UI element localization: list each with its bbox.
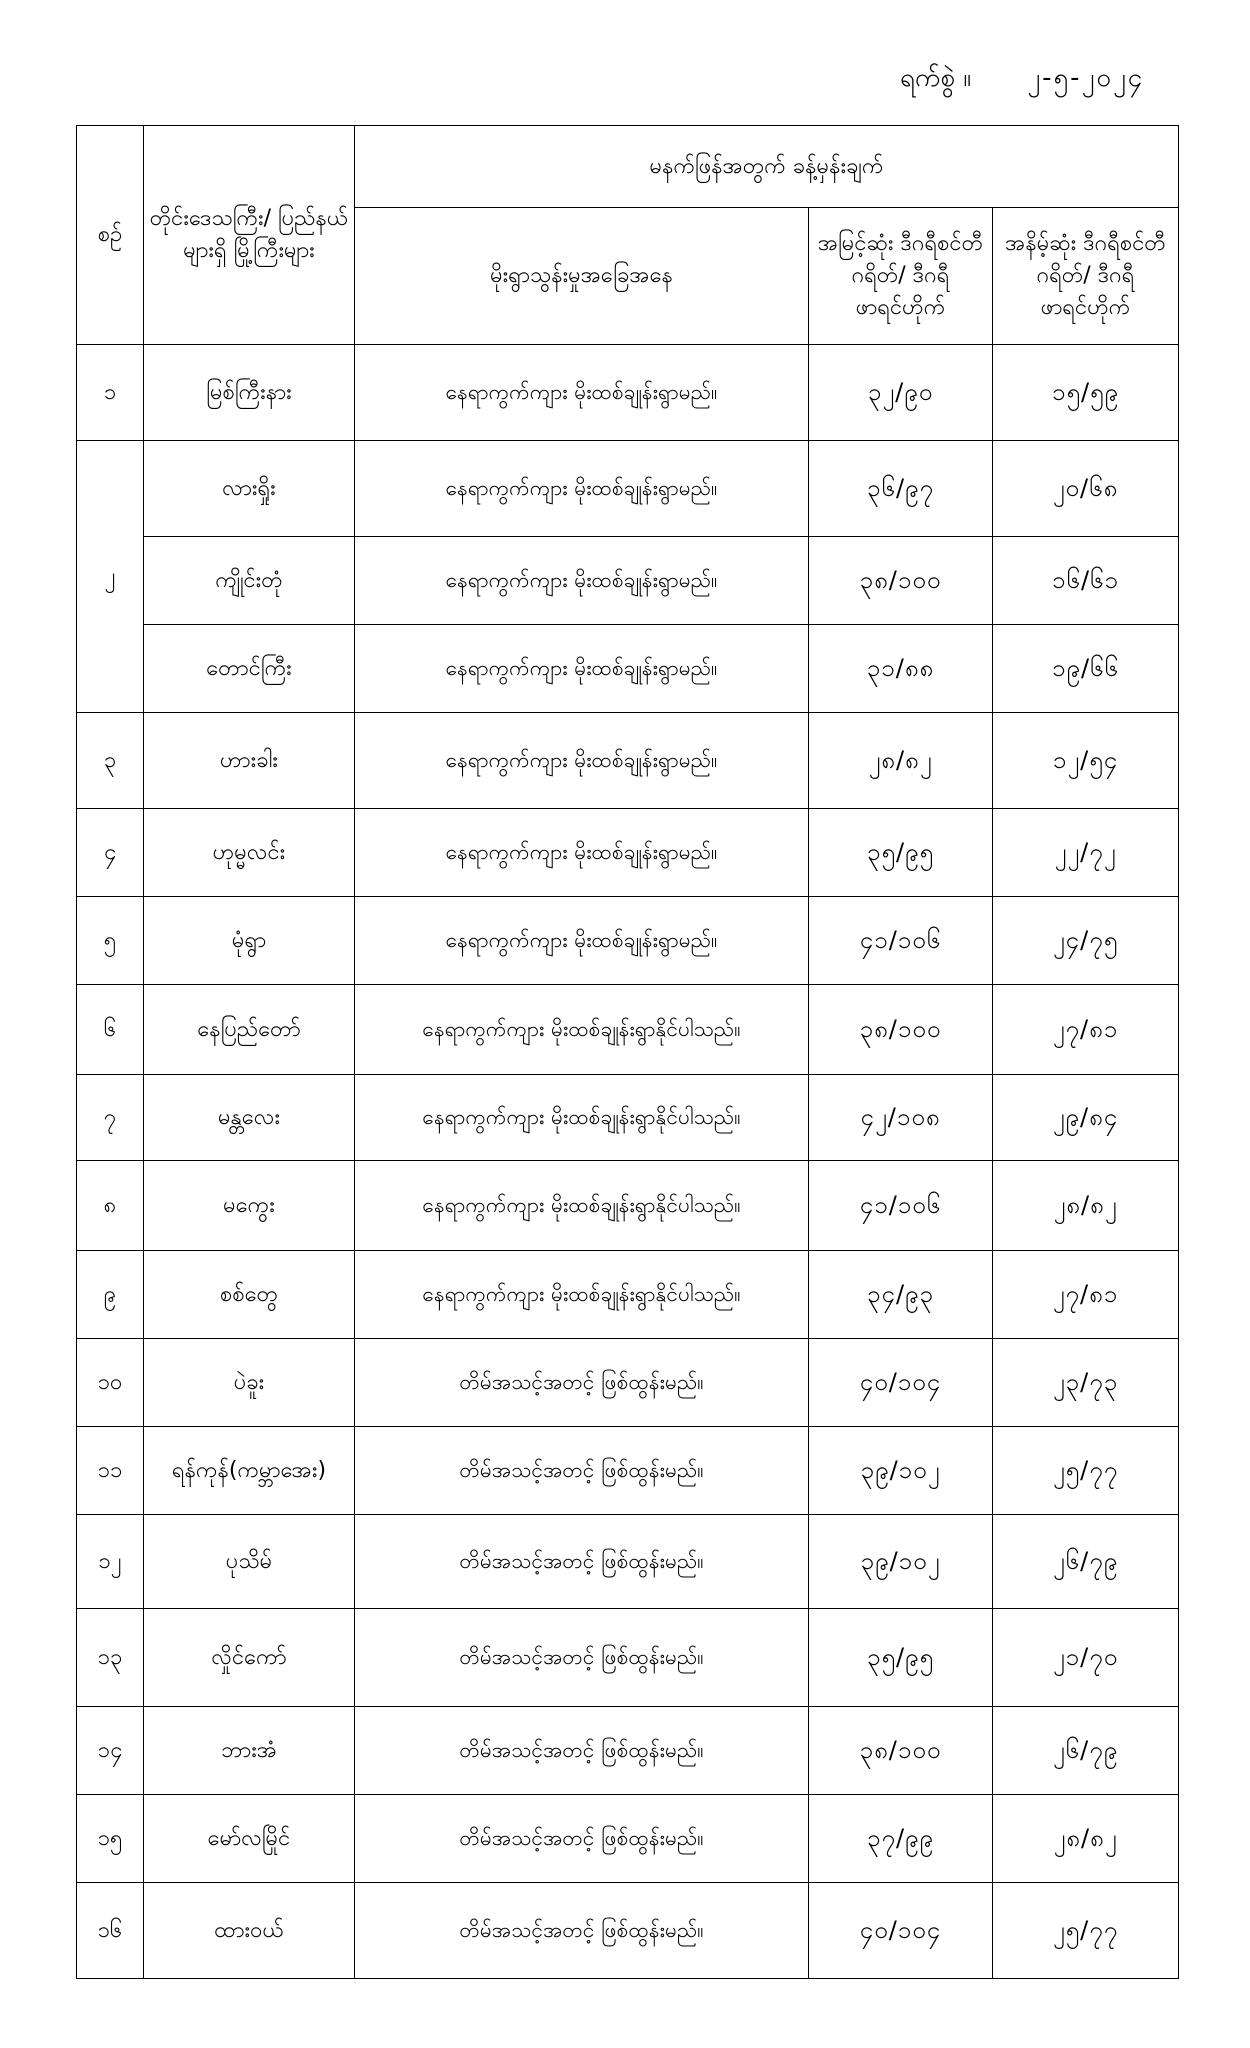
header-min-temp: အနိမ့်ဆုံး ဒီဂရီစင်တီဂရိတ်/ ဒီဂရီဖာရင်ဟိုက် bbox=[993, 208, 1179, 345]
row-condition: တိမ်အသင့်အတင့် ဖြစ်ထွန်းမည်။ bbox=[355, 1883, 809, 1979]
row-no: ၁ bbox=[77, 345, 144, 441]
header-serial-no: စဉ် bbox=[77, 126, 144, 345]
row-min-temp: ၁၉/၆၆ bbox=[993, 625, 1179, 713]
header-region: တိုင်းဒေသကြီး/ ပြည်နယ်များရှိ မြို့ကြီးများ bbox=[144, 126, 355, 345]
row-max-temp: ၄၀/၁၀၄ bbox=[809, 1339, 993, 1427]
row-condition: နေရာကွက်ကျား မိုးထစ်ချုန်းရွာမည်။ bbox=[355, 441, 809, 537]
row-max-temp: ၄၁/၁၀၆ bbox=[809, 1161, 993, 1251]
row-city: ပဲခူး bbox=[144, 1339, 355, 1427]
table-row bbox=[77, 713, 1179, 809]
table-row bbox=[77, 1339, 1179, 1427]
row-no: ၁၀ bbox=[77, 1339, 144, 1427]
row-min-temp: ၂၃/၇၃ bbox=[993, 1339, 1179, 1427]
row-city: ရန်ကုန်(ကမ္ဘာအေး) bbox=[144, 1427, 355, 1515]
row-condition: နေရာကွက်ကျား မိုးထစ်ချုန်းရွာမည်။ bbox=[355, 897, 809, 985]
row-no: ၁၄ bbox=[77, 1707, 144, 1795]
row-min-temp: ၂၈/၈၂ bbox=[993, 1795, 1179, 1883]
row-city: မြစ်ကြီးနား bbox=[144, 345, 355, 441]
row-no: ၈ bbox=[77, 1161, 144, 1251]
row-city: ဟုမ္မလင်း bbox=[144, 809, 355, 897]
row-city: လားရှိုး bbox=[144, 441, 355, 537]
row-no: ၆ bbox=[77, 985, 144, 1075]
table-row bbox=[77, 537, 1179, 625]
row-max-temp: ၃၈/၁၀၀ bbox=[809, 1707, 993, 1795]
row-condition: နေရာကွက်ကျား မိုးထစ်ချုန်းရွာမည်။ bbox=[355, 809, 809, 897]
row-city: ပုသိမ် bbox=[144, 1515, 355, 1609]
forecast-table bbox=[76, 125, 1179, 1979]
row-condition: တိမ်အသင့်အတင့် ဖြစ်ထွန်းမည်။ bbox=[355, 1515, 809, 1609]
table-row bbox=[77, 1883, 1179, 1979]
row-min-temp: ၂၂/၇၂ bbox=[993, 809, 1179, 897]
date-value: ၂-၅-၂၀၂၄ bbox=[1027, 63, 1145, 93]
table-row bbox=[77, 1251, 1179, 1339]
row-condition: တိမ်အသင့်အတင့် ဖြစ်ထွန်းမည်။ bbox=[355, 1339, 809, 1427]
table-row bbox=[77, 1427, 1179, 1515]
row-min-temp: ၁၆/၆၁ bbox=[993, 537, 1179, 625]
row-city: မုံရွာ bbox=[144, 897, 355, 985]
table-row bbox=[77, 1515, 1179, 1609]
row-max-temp: ၂၈/၈၂ bbox=[809, 713, 993, 809]
row-no: ၁၁ bbox=[77, 1427, 144, 1515]
table-row bbox=[77, 441, 1179, 537]
row-max-temp: ၃၅/၉၅ bbox=[809, 809, 993, 897]
table-row bbox=[77, 625, 1179, 713]
row-min-temp: ၂၅/၇၇ bbox=[993, 1883, 1179, 1979]
row-no: ၃ bbox=[77, 713, 144, 809]
row-max-temp: ၃၅/၉၅ bbox=[809, 1609, 993, 1707]
row-city: ဘားအံ bbox=[144, 1707, 355, 1795]
report-date bbox=[900, 60, 1160, 99]
row-max-temp: ၃၉/၁၀၂ bbox=[809, 1515, 993, 1609]
table-row bbox=[77, 985, 1179, 1075]
row-condition: နေရာကွက်ကျား မိုးထစ်ချုန်းရွာနိုင်ပါသည်။ bbox=[355, 1075, 809, 1161]
row-condition: နေရာကွက်ကျား မိုးထစ်ချုန်းရွာနိုင်ပါသည်။ bbox=[355, 985, 809, 1075]
table-row bbox=[77, 897, 1179, 985]
row-max-temp: ၄၁/၁၀၆ bbox=[809, 897, 993, 985]
row-max-temp: ၃၄/၉၃ bbox=[809, 1251, 993, 1339]
header-condition: မိုးရွာသွန်းမှုအခြေအနေ bbox=[355, 208, 809, 345]
row-condition: တိမ်အသင့်အတင့် ဖြစ်ထွန်းမည်။ bbox=[355, 1427, 809, 1515]
row-condition: နေရာကွက်ကျား မိုးထစ်ချုန်းရွာမည်။ bbox=[355, 713, 809, 809]
date-label: ရက်စွဲ ။ bbox=[900, 63, 972, 93]
row-min-temp: ၂၇/၈၁ bbox=[993, 985, 1179, 1075]
row-min-temp: ၂၁/၇၀ bbox=[993, 1609, 1179, 1707]
row-no: ၇ bbox=[77, 1075, 144, 1161]
row-min-temp: ၂၆/၇၉ bbox=[993, 1707, 1179, 1795]
row-min-temp: ၁၅/၅၉ bbox=[993, 345, 1179, 441]
table-row bbox=[77, 1795, 1179, 1883]
row-condition: နေရာကွက်ကျား မိုးထစ်ချုန်းရွာမည်။ bbox=[355, 625, 809, 713]
row-condition: နေရာကွက်ကျား မိုးထစ်ချုန်းရွာမည်။ bbox=[355, 537, 809, 625]
row-no: ၁၂ bbox=[77, 1515, 144, 1609]
row-city: စစ်တွေ bbox=[144, 1251, 355, 1339]
row-no: ၉ bbox=[77, 1251, 144, 1339]
row-max-temp: ၃၉/၁၀၂ bbox=[809, 1427, 993, 1515]
row-no: ၁၆ bbox=[77, 1883, 144, 1979]
row-max-temp: ၃၁/၈၈ bbox=[809, 625, 993, 713]
row-max-temp: ၄၀/၁၀၄ bbox=[809, 1883, 993, 1979]
row-max-temp: ၃၇/၉၉ bbox=[809, 1795, 993, 1883]
row-city: ထားဝယ် bbox=[144, 1883, 355, 1979]
row-max-temp: ၄၂/၁၀၈ bbox=[809, 1075, 993, 1161]
row-condition: နေရာကွက်ကျား မိုးထစ်ချုန်းရွာမည်။ bbox=[355, 345, 809, 441]
row-condition: တိမ်အသင့်အတင့် ဖြစ်ထွန်းမည်။ bbox=[355, 1795, 809, 1883]
table-row bbox=[77, 1075, 1179, 1161]
row-min-temp: ၁၂/၅၄ bbox=[993, 713, 1179, 809]
row-city: မော်လမြိုင် bbox=[144, 1795, 355, 1883]
row-no: ၂ bbox=[77, 441, 144, 713]
row-min-temp: ၂၅/၇၇ bbox=[993, 1427, 1179, 1515]
row-condition: နေရာကွက်ကျား မိုးထစ်ချုန်းရွာနိုင်ပါသည်။ bbox=[355, 1161, 809, 1251]
row-city: မကွေး bbox=[144, 1161, 355, 1251]
row-city: လှိုင်ကော် bbox=[144, 1609, 355, 1707]
row-no: ၅ bbox=[77, 897, 144, 985]
row-no: ၄ bbox=[77, 809, 144, 897]
row-min-temp: ၂၄/၇၅ bbox=[993, 897, 1179, 985]
row-max-temp: ၃၆/၉၇ bbox=[809, 441, 993, 537]
row-no: ၁၃ bbox=[77, 1609, 144, 1707]
row-min-temp: ၂၆/၇၉ bbox=[993, 1515, 1179, 1609]
row-no: ၁၅ bbox=[77, 1795, 144, 1883]
table-row bbox=[77, 1609, 1179, 1707]
row-min-temp: ၂၉/၈၄ bbox=[993, 1075, 1179, 1161]
row-city: ဟားခါး bbox=[144, 713, 355, 809]
header-forecast-group: မနက်ဖြန်အတွက် ခန့်မှန်းချက် bbox=[355, 126, 1179, 208]
row-condition: တိမ်အသင့်အတင့် ဖြစ်ထွန်းမည်။ bbox=[355, 1609, 809, 1707]
row-max-temp: ၃၂/၉၀ bbox=[809, 345, 993, 441]
table-row bbox=[77, 1161, 1179, 1251]
table-row bbox=[77, 1707, 1179, 1795]
row-condition: တိမ်အသင့်အတင့် ဖြစ်ထွန်းမည်။ bbox=[355, 1707, 809, 1795]
table-row bbox=[77, 345, 1179, 441]
row-condition: နေရာကွက်ကျား မိုးထစ်ချုန်းရွာနိုင်ပါသည်။ bbox=[355, 1251, 809, 1339]
table-row bbox=[77, 809, 1179, 897]
row-max-temp: ၃၈/၁၀၀ bbox=[809, 537, 993, 625]
row-min-temp: ၂၀/၆၈ bbox=[993, 441, 1179, 537]
row-max-temp: ၃၈/၁၀၀ bbox=[809, 985, 993, 1075]
row-city: ကျိုင်းတုံ bbox=[144, 537, 355, 625]
row-city: မန္တလေး bbox=[144, 1075, 355, 1161]
row-min-temp: ၂၈/၈၂ bbox=[993, 1161, 1179, 1251]
row-city: နေပြည်တော် bbox=[144, 985, 355, 1075]
row-city: တောင်ကြီး bbox=[144, 625, 355, 713]
row-min-temp: ၂၇/၈၁ bbox=[993, 1251, 1179, 1339]
header-max-temp: အမြင့်ဆုံး ဒီဂရီစင်တီဂရိတ်/ ဒီဂရီဖာရင်ဟိုက် bbox=[809, 208, 993, 345]
